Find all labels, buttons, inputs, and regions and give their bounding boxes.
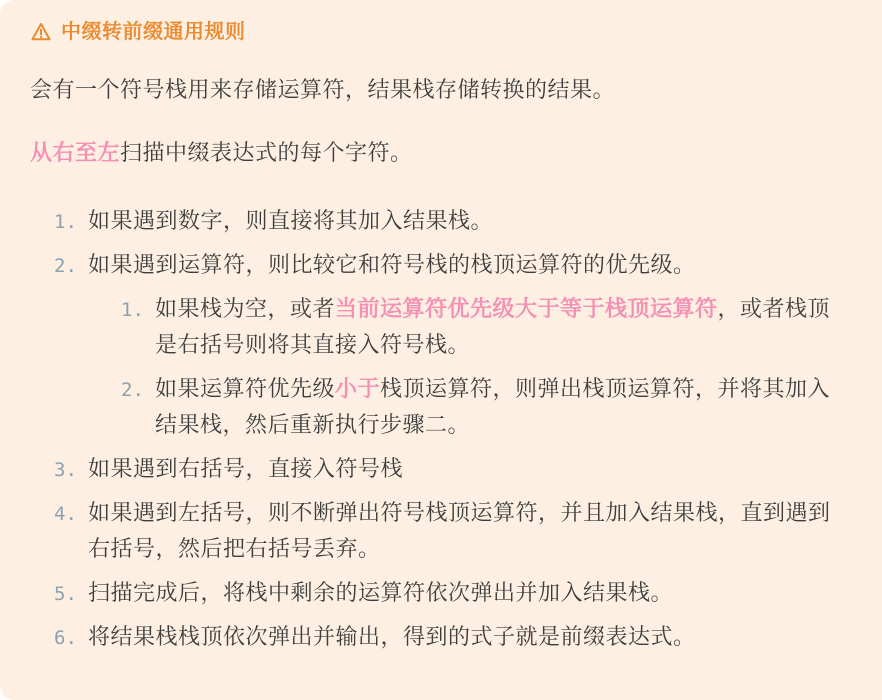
list-item	[88, 495, 852, 567]
highlight-text: 当前运算符优先级大于等于栈顶运算符	[335, 296, 718, 321]
paragraph	[30, 135, 852, 171]
list-item	[88, 247, 852, 443]
sub-list-item	[155, 371, 852, 443]
text-segment: 将结果栈栈顶依次弹出并输出，得到的式子就是前缀表达式。	[88, 624, 696, 649]
text-segment: 栈顶运算符，则弹出栈顶运算符，并将其加入结果栈，然后重新执行步骤二。	[155, 376, 831, 437]
text-segment: 如果遇到右括号，直接入符号栈	[88, 456, 404, 481]
text-segment: 如果遇到左括号，则不断弹出符号栈顶运算符，并且加入结果栈，直到遇到右括号，然后把右括号丢弃。	[88, 500, 831, 561]
list-item	[88, 451, 852, 487]
text-segment: 扫描中缀表达式的每个字符。	[120, 140, 413, 165]
text-segment: 如果栈为空，或者	[155, 296, 336, 321]
paragraphs-container	[30, 72, 852, 171]
text-segment: 如果遇到运算符，则比较它和符号栈的栈顶运算符的优先级。	[88, 252, 696, 277]
highlight-text: 从右至左	[30, 140, 121, 165]
text-segment: 如果运算符优先级	[155, 376, 336, 401]
text-segment: 会有一个符号栈用来存储运算符，结果栈存储转换的结果。	[30, 77, 616, 102]
list-item	[88, 619, 852, 655]
text-segment: 扫描完成后，将栈中剩余的运算符依次弹出并加入结果栈。	[88, 580, 674, 605]
callout-title	[30, 18, 852, 46]
sub-rules-list	[88, 291, 852, 443]
list-item	[88, 575, 852, 611]
warning-icon	[30, 21, 52, 43]
highlight-text: 小于	[335, 376, 381, 401]
callout-title-text: 中缀转前缀通用规则	[61, 21, 246, 43]
text-segment: ，或者栈顶是右括号则将其直接入符号栈。	[155, 296, 831, 357]
sub-list-item	[155, 291, 852, 363]
paragraph	[30, 72, 852, 108]
list-item	[88, 203, 852, 239]
text-segment: 如果遇到数字，则直接将其加入结果栈。	[88, 208, 494, 233]
rules-list	[30, 203, 852, 655]
